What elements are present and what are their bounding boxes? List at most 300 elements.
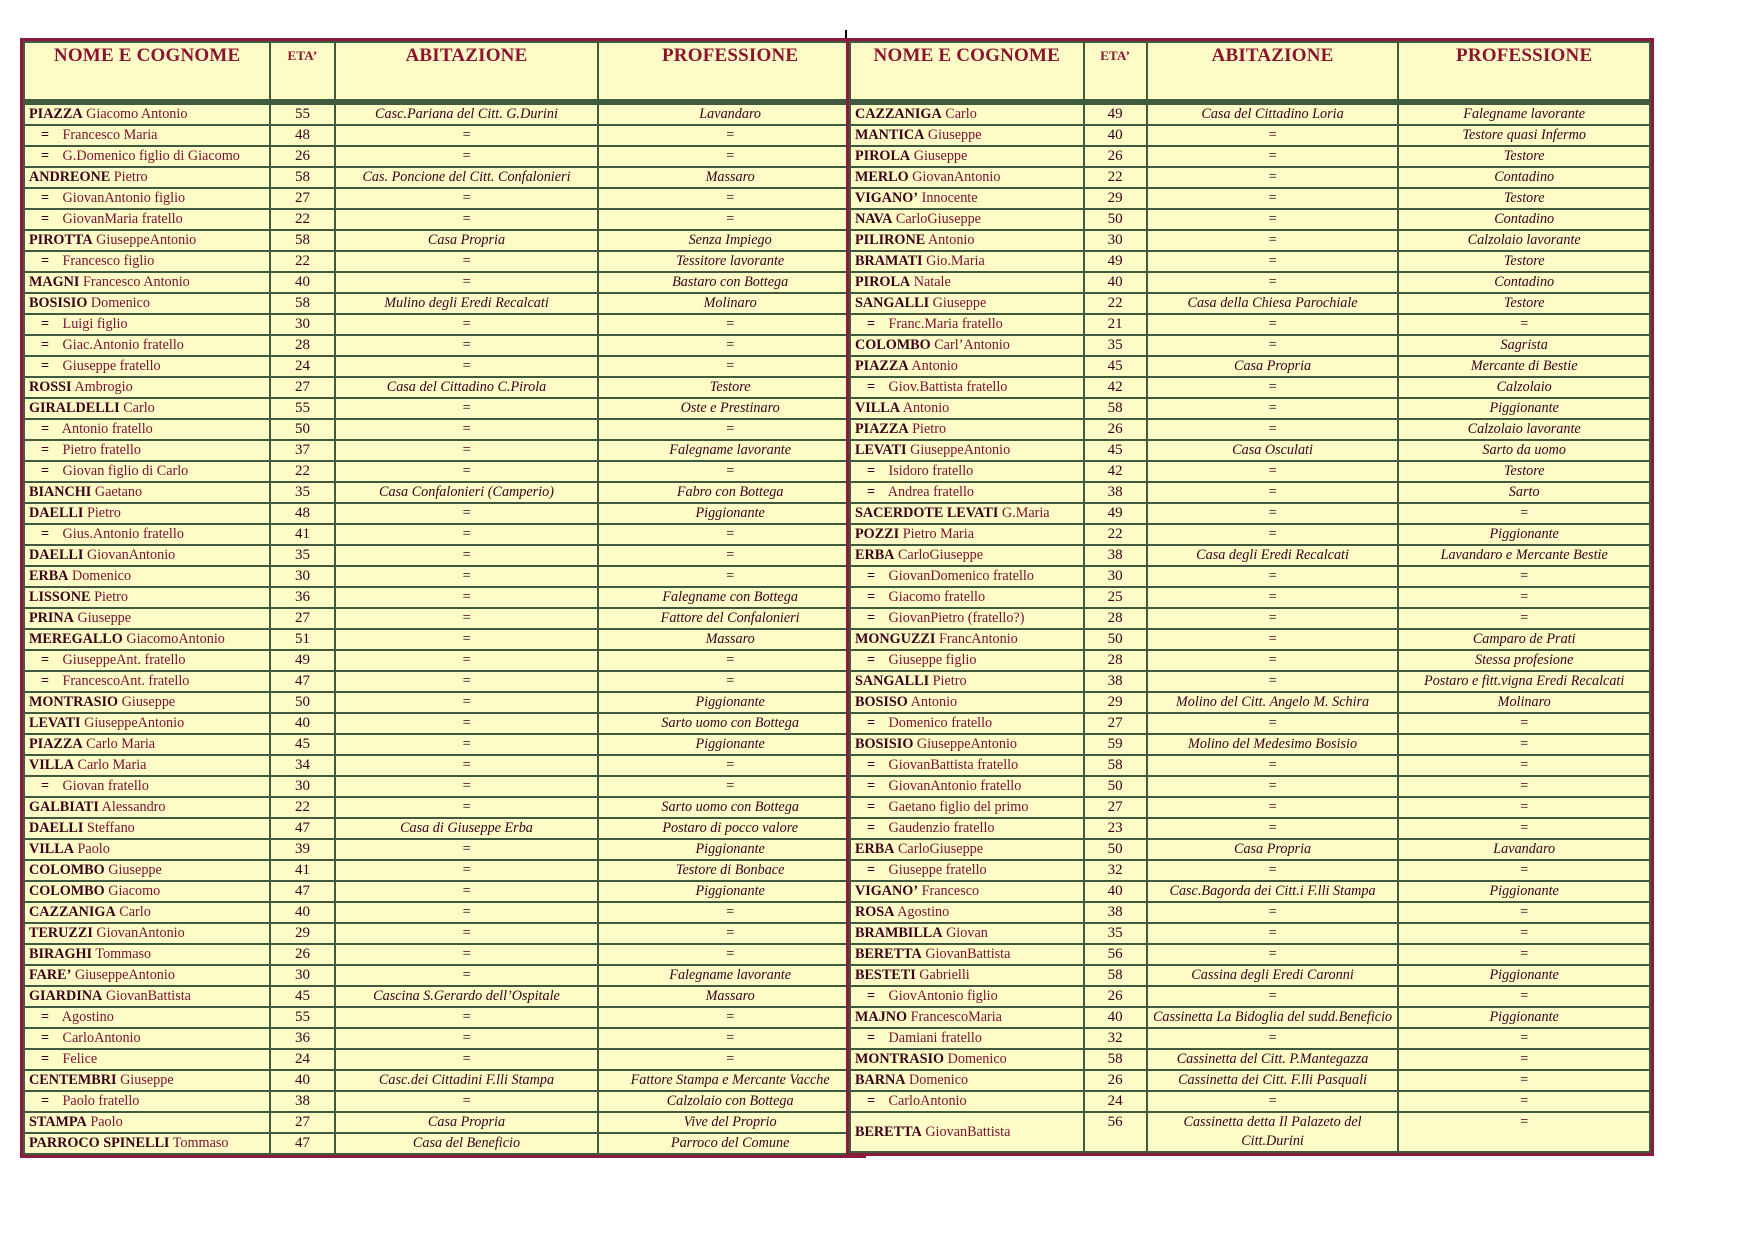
cell-abitazione: Casc.Pariana del Citt. G.Durini (335, 102, 599, 125)
surname: ROSSI (29, 379, 72, 395)
surname: CAZZANIGA (855, 106, 942, 122)
given-name: CarloAntonio (888, 1093, 967, 1109)
cell-name (24, 818, 270, 839)
given-name: Giacomo fratello (888, 589, 986, 605)
table-row (850, 461, 1650, 482)
given-name: Carlo (119, 904, 151, 920)
cell-professione: = (1398, 503, 1650, 524)
cell-professione: = (598, 776, 862, 797)
table-header-row (24, 42, 862, 102)
cell-age: 48 (270, 503, 334, 524)
cell-name (24, 650, 270, 671)
surname: SANGALLI (855, 673, 930, 689)
cell-abitazione: = (1147, 272, 1399, 293)
cell-name (850, 398, 1084, 419)
cell-age: 42 (1084, 461, 1147, 482)
table-row (24, 776, 862, 797)
cell-abitazione: = (1147, 986, 1399, 1007)
cell-professione: Falegname con Bottega (598, 587, 862, 608)
census-table-right (846, 38, 1654, 1156)
cell-professione: = (598, 923, 862, 944)
cell-name (24, 102, 270, 125)
cell-name (850, 818, 1084, 839)
table-row (24, 965, 862, 986)
cell-age: 24 (270, 1049, 334, 1070)
cell-name (850, 671, 1084, 692)
cell-age: 34 (270, 755, 334, 776)
surname: LISSONE (29, 589, 91, 605)
cell-professione: = (1398, 797, 1650, 818)
cell-abitazione: = (335, 398, 599, 419)
table-row (850, 881, 1650, 902)
surname: PILIRONE (855, 232, 926, 248)
given-name: Antonio (927, 232, 975, 248)
given-name: Giuseppe (927, 127, 982, 143)
cell-age: 40 (1084, 272, 1147, 293)
cell-abitazione: = (1147, 566, 1399, 587)
surname: PIROLA (855, 148, 911, 164)
cell-age: 29 (270, 923, 334, 944)
cell-professione: = (1398, 755, 1650, 776)
table-row (24, 209, 862, 230)
cell-name (24, 503, 270, 524)
surname: POZZI (855, 526, 900, 542)
table-row (24, 944, 862, 965)
cell-age: 25 (1084, 587, 1147, 608)
cell-name (850, 566, 1084, 587)
table-row (24, 671, 862, 692)
table-row (24, 167, 862, 188)
cell-abitazione: = (1147, 755, 1399, 776)
given-name: FrancescoAnt. fratello (62, 673, 190, 689)
table-row (24, 692, 862, 713)
cell-age: 22 (270, 209, 334, 230)
cell-name (24, 1028, 270, 1049)
table-row (24, 335, 862, 356)
cell-name (850, 335, 1084, 356)
cell-professione: Sarto uomo con Bottega (598, 797, 862, 818)
table-row (24, 713, 862, 734)
table-row (24, 377, 862, 398)
given-name: Innocente (921, 190, 978, 206)
cell-professione: Testore (1398, 461, 1650, 482)
cell-name (24, 545, 270, 566)
cell-age: 40 (270, 902, 334, 923)
cell-professione: Contadino (1398, 209, 1650, 230)
cell-age: 38 (1084, 545, 1147, 566)
cell-age: 38 (1084, 671, 1147, 692)
cell-abitazione: Casa del Cittadino Loria (1147, 102, 1399, 125)
cell-abitazione: = (335, 461, 599, 482)
cell-abitazione: = (1147, 167, 1399, 188)
cell-age: 58 (1084, 965, 1147, 986)
cell-name (850, 440, 1084, 461)
cell-name (24, 209, 270, 230)
given-name: Antonio fratello (61, 421, 153, 437)
table-row (24, 650, 862, 671)
cell-name (24, 314, 270, 335)
table-row (24, 398, 862, 419)
cell-age: 56 (1084, 1112, 1147, 1152)
cell-professione: Fabro con Bottega (598, 482, 862, 503)
cell-abitazione: = (1147, 482, 1399, 503)
surname: SANGALLI (855, 295, 930, 311)
cell-name (24, 377, 270, 398)
cell-abitazione: = (335, 272, 599, 293)
cell-professione: = (598, 1007, 862, 1028)
cell-professione: = (598, 356, 862, 377)
cell-age: 23 (1084, 818, 1147, 839)
table-row (24, 293, 862, 314)
table-row (850, 272, 1650, 293)
given-name: Pietro (86, 505, 121, 521)
cell-age: 26 (1084, 986, 1147, 1007)
cell-professione: Oste e Prestinaro (598, 398, 862, 419)
cell-age: 38 (270, 1091, 334, 1112)
cell-professione: Molinaro (598, 293, 862, 314)
cell-name (24, 398, 270, 419)
ditto-mark: = (41, 1009, 50, 1025)
cell-abitazione: = (335, 755, 599, 776)
cell-age: 39 (270, 839, 334, 860)
cell-abitazione: = (335, 587, 599, 608)
cell-name (850, 524, 1084, 545)
cell-age: 22 (1084, 293, 1147, 314)
given-name: Giuseppe (108, 862, 162, 878)
cell-professione: = (598, 125, 862, 146)
cell-age: 30 (270, 314, 334, 335)
cell-age: 37 (270, 440, 334, 461)
cell-age: 55 (270, 1007, 334, 1028)
ditto-mark: = (867, 610, 876, 626)
cell-name (850, 1112, 1084, 1152)
given-name: Andrea fratello (887, 484, 975, 500)
surname: VILLA (29, 841, 74, 857)
table-row (24, 102, 862, 125)
cell-abitazione: = (1147, 230, 1399, 251)
given-name: Giovan (946, 925, 988, 941)
ditto-mark: = (867, 778, 876, 794)
cell-professione: = (1398, 566, 1650, 587)
given-name: Giuseppe (121, 694, 176, 710)
cell-name (24, 440, 270, 461)
given-name: Pietro (912, 421, 947, 437)
given-name: Steffano (86, 820, 135, 836)
given-name: Pietro (113, 169, 148, 185)
cell-abitazione: = (335, 944, 599, 965)
cell-name (24, 986, 270, 1007)
table-row (850, 713, 1650, 734)
cell-abitazione: = (335, 692, 599, 713)
given-name: Francesco Maria (62, 127, 158, 143)
cell-name (24, 188, 270, 209)
surname: ERBA (855, 841, 895, 857)
cell-professione: = (1398, 713, 1650, 734)
given-name: Giuseppe figlio (888, 652, 977, 668)
cell-age: 45 (1084, 440, 1147, 461)
cell-professione: = (1398, 902, 1650, 923)
cell-age: 55 (270, 398, 334, 419)
ditto-mark: = (41, 358, 50, 374)
cell-name (24, 293, 270, 314)
given-name: Domenico fratello (888, 715, 993, 731)
given-name: GiovanBattista (105, 988, 191, 1004)
cell-professione: Bastaro con Bottega (598, 272, 862, 293)
cell-abitazione: Casa degli Eredi Recalcati (1147, 545, 1399, 566)
cell-age: 55 (270, 102, 334, 125)
cell-abitazione: = (335, 629, 599, 650)
cell-age: 22 (270, 797, 334, 818)
surname: VIGANO’ (855, 883, 919, 899)
cell-abitazione: Mulino degli Eredi Recalcati (335, 293, 599, 314)
table-row (850, 839, 1650, 860)
table-row (24, 188, 862, 209)
cell-abitazione: = (1147, 608, 1399, 629)
cell-name (24, 1133, 270, 1154)
cell-professione: Testore (1398, 188, 1650, 209)
cell-name (850, 986, 1084, 1007)
cell-name (850, 356, 1084, 377)
table-row (850, 1007, 1650, 1028)
cell-abitazione: = (335, 356, 599, 377)
cell-age: 58 (1084, 1049, 1147, 1070)
given-name: Pietro (932, 673, 967, 689)
cell-professione: Tessitore lavorante (598, 251, 862, 272)
cell-age: 27 (270, 1112, 334, 1133)
table-row (850, 102, 1650, 125)
surname: MANTICA (855, 127, 925, 143)
cell-professione: = (598, 944, 862, 965)
table-row (24, 440, 862, 461)
table-row (850, 608, 1650, 629)
cell-age: 40 (1084, 125, 1147, 146)
table-row (850, 188, 1650, 209)
cell-abitazione: Casa Osculati (1147, 440, 1399, 461)
cell-age: 50 (1084, 209, 1147, 230)
given-name: GiovanAntonio fratello (888, 778, 1022, 794)
given-name: Carlo Maria (77, 757, 147, 773)
ditto-mark: = (867, 316, 876, 332)
cell-age: 27 (1084, 713, 1147, 734)
given-name: Giov.Battista fratello (888, 379, 1008, 395)
cell-professione: Fattore del Confalonieri (598, 608, 862, 629)
surname: DAELLI (29, 505, 84, 521)
ditto-mark: = (41, 127, 50, 143)
given-name: GiuseppeAnt. fratello (62, 652, 186, 668)
cell-name (850, 146, 1084, 167)
given-name: Domenico (71, 568, 132, 584)
cell-professione: = (598, 188, 862, 209)
given-name: GiuseppeAntonio (910, 442, 1011, 458)
page-divider-mark (845, 30, 847, 38)
surname: BOSISIO (855, 736, 914, 752)
surname: MERLO (855, 169, 909, 185)
cell-name (850, 419, 1084, 440)
cell-professione: Testore (1398, 293, 1650, 314)
cell-age: 27 (270, 188, 334, 209)
cell-professione: Piggionante (1398, 965, 1650, 986)
cell-abitazione: Casa di Giuseppe Erba (335, 818, 599, 839)
cell-abitazione: Cascina S.Gerardo dell’Ospitale (335, 986, 599, 1007)
ditto-mark: = (867, 379, 876, 395)
given-name: Carlo (123, 400, 155, 416)
cell-professione: Calzolaio lavorante (1398, 419, 1650, 440)
given-name: Paolo (77, 841, 110, 857)
cell-age: 27 (1084, 797, 1147, 818)
ditto-mark: = (41, 1030, 50, 1046)
cell-name (850, 755, 1084, 776)
table-row (850, 440, 1650, 461)
cell-professione: Piggionante (598, 503, 862, 524)
given-name: Franc.Maria fratello (888, 316, 1003, 332)
table-row (24, 566, 862, 587)
cell-abitazione: = (1147, 398, 1399, 419)
cell-abitazione: = (1147, 524, 1399, 545)
given-name: Giac.Antonio fratello (62, 337, 184, 353)
surname: GIARDINA (29, 988, 103, 1004)
surname: DAELLI (29, 547, 84, 563)
given-name: GiuseppeAntonio (96, 232, 197, 248)
surname: ANDREONE (29, 169, 111, 185)
table-row (850, 545, 1650, 566)
ditto-mark: = (867, 988, 876, 1004)
cell-abitazione: Casc.dei Cittadini F.lli Stampa (335, 1070, 599, 1091)
given-name: Felice (62, 1051, 98, 1067)
table-row (850, 230, 1650, 251)
cell-name (24, 125, 270, 146)
given-name: Giuseppe (120, 1072, 174, 1088)
cell-abitazione: Casc.Bagorda dei Citt.i F.lli Stampa (1147, 881, 1399, 902)
cell-abitazione: = (335, 650, 599, 671)
cell-abitazione: = (335, 923, 599, 944)
cell-professione: Testore quasi Infermo (1398, 125, 1650, 146)
table-row (24, 923, 862, 944)
cell-age: 58 (1084, 755, 1147, 776)
table-row (850, 419, 1650, 440)
table-row (24, 797, 862, 818)
given-name: Gaetano (94, 484, 143, 500)
given-name: Pietro Maria (902, 526, 975, 542)
table-row (24, 734, 862, 755)
cell-name (850, 797, 1084, 818)
cell-age: 47 (270, 818, 334, 839)
cell-age: 47 (270, 881, 334, 902)
cell-professione: = (1398, 860, 1650, 881)
surname: PIROTTA (29, 232, 93, 248)
table-row (24, 314, 862, 335)
cell-name (850, 944, 1084, 965)
cell-name (850, 902, 1084, 923)
table-row (850, 398, 1650, 419)
ditto-mark: = (41, 337, 50, 353)
surname: MAGNI (29, 274, 80, 290)
surname: ERBA (29, 568, 69, 584)
ditto-mark: = (41, 652, 50, 668)
cell-abitazione: = (335, 965, 599, 986)
cell-age: 27 (270, 608, 334, 629)
given-name: Natale (913, 274, 951, 290)
given-name: Giuseppe (913, 148, 968, 164)
cell-abitazione: = (1147, 461, 1399, 482)
given-name: Gio.Maria (926, 253, 985, 269)
cell-professione: Camparo de Prati (1398, 629, 1650, 650)
cell-name (24, 755, 270, 776)
cell-professione: Lavandaro (1398, 839, 1650, 860)
surname: BOSISO (855, 694, 908, 710)
table-row (24, 503, 862, 524)
given-name: Antonio (902, 400, 950, 416)
cell-professione: = (598, 902, 862, 923)
cell-professione: = (598, 1028, 862, 1049)
given-name: GiacomoAntonio (126, 631, 225, 647)
ditto-mark: = (41, 442, 50, 458)
given-name: Carl’Antonio (934, 337, 1010, 353)
table-row (850, 377, 1650, 398)
cell-name (850, 503, 1084, 524)
surname: LEVATI (29, 715, 81, 731)
given-name: Giuseppe (932, 295, 987, 311)
cell-name (24, 230, 270, 251)
cell-professione: = (1398, 734, 1650, 755)
surname: COLOMBO (29, 862, 105, 878)
cell-name (850, 713, 1084, 734)
cell-name (24, 587, 270, 608)
given-name: Ambrogio (74, 379, 133, 395)
cell-age: 45 (270, 986, 334, 1007)
surname: PIAZZA (855, 421, 909, 437)
cell-age: 40 (1084, 1007, 1147, 1028)
cell-professione: Mercante di Bestie (1398, 356, 1650, 377)
surname: PRINA (29, 610, 74, 626)
cell-age: 26 (270, 944, 334, 965)
given-name: Antonio (911, 358, 958, 374)
cell-professione: = (1398, 944, 1650, 965)
cell-age: 42 (1084, 377, 1147, 398)
cell-age: 40 (270, 713, 334, 734)
table-row (850, 986, 1650, 1007)
surname: LEVATI (855, 442, 907, 458)
cell-professione: Piggionante (598, 881, 862, 902)
cell-abitazione: Casa del Cittadino C.Pirola (335, 377, 599, 398)
table-row (24, 125, 862, 146)
cell-abitazione: = (1147, 860, 1399, 881)
cell-abitazione: = (335, 839, 599, 860)
cell-age: 36 (270, 1028, 334, 1049)
header-abitazione: ABITAZIONE (1147, 42, 1399, 102)
cell-age: 22 (270, 461, 334, 482)
table-row (850, 1049, 1650, 1070)
cell-age: 50 (1084, 776, 1147, 797)
header-professione: PROFESSIONE (1398, 42, 1650, 102)
ditto-mark: = (41, 463, 50, 479)
cell-abitazione: = (335, 440, 599, 461)
cell-professione: = (598, 146, 862, 167)
cell-age: 50 (270, 419, 334, 440)
cell-abitazione: Molino del Medesimo Bosisio (1147, 734, 1399, 755)
cell-age: 27 (270, 377, 334, 398)
table-row (850, 650, 1650, 671)
surname: BESTETI (855, 967, 916, 983)
cell-abitazione: = (1147, 818, 1399, 839)
cell-age: 40 (270, 1070, 334, 1091)
cell-name (24, 419, 270, 440)
given-name: Giacomo (108, 883, 161, 899)
cell-age: 24 (270, 356, 334, 377)
cell-name (24, 524, 270, 545)
cell-abitazione: = (1147, 944, 1399, 965)
table-row (24, 230, 862, 251)
table-row (24, 461, 862, 482)
